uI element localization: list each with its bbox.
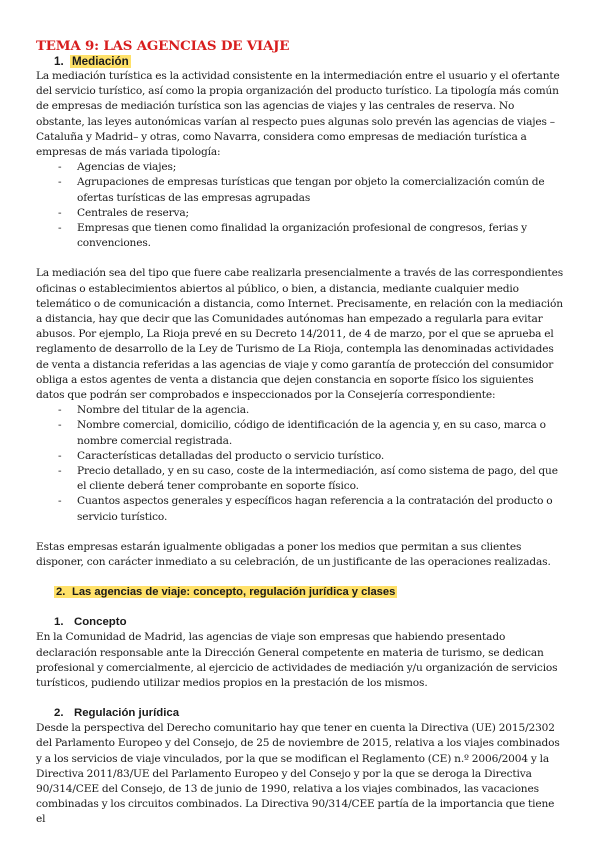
subsection-regulacion-text: Desde la perspectiva del Derecho comunitario hay que tener en cuenta la Directiva (UE) 2015/2302 del Parlamento Europeo y del Consejo, de 25 de noviembre de 2015, relativa a los viajes combinados y a los servicios de viaje vinculados, por la que se modifican el Reglamento (CE) n.º 2006/2004 y la Directiva 2011/83/UE del Parlamento Europeo y del Consejo y por la que se deroga la Directiva 90/314/CEE del Consejo, de 13 de junio de 1990, relativa a los viajes combinados, las vacaciones combinadas y los circuitos combinados. La Directiva 90/314/CEE partía de la importancia que tiene el xyxy=(36,722,560,826)
list-item: - Agrupaciones de empresas turísticas que tengan por objeto la comercialización común de ofertas turísticas de las empresas agrupadas xyxy=(58,175,564,205)
spacer xyxy=(36,570,564,585)
list-item: - Centrales de reserva; xyxy=(58,206,564,221)
section1-paragraph-3: Estas empresas estarán igualmente obligadas a poner los medios que permitan a sus clientes disponer, con carácter inmediato a su celebración, de un justificante de las operaciones realizadas. xyxy=(36,540,551,569)
subsection-concepto-text: En la Comunidad de Madrid, las agencias de viaje son empresas que habiendo presentado declaración responsable ante la Dirección General competente en materia de turismo, se dedican profesional y comercialmente, al ejercicio de actividades de mediación y/u organización de servicios turísticos, pudiendo utilizar medios propios en la prestación de los mismos. xyxy=(36,631,558,689)
spacer xyxy=(36,691,564,706)
subsection-concepto-title: Concepto xyxy=(74,616,127,629)
list-item: - Cuantos aspectos generales y específicos hagan referencia a la contratación del producto o servicio turístico. xyxy=(58,494,564,524)
page-title: TEMA 9: LAS AGENCIAS DE VIAJE xyxy=(36,38,290,54)
section2-heading-highlight xyxy=(54,586,397,598)
section2-title: Las agencias de viaje: concepto, regulación jurídica y clases xyxy=(72,586,396,599)
section2-number: 2. xyxy=(56,586,66,599)
subsection-regulacion-number: 2. xyxy=(54,707,64,720)
spacer xyxy=(36,251,564,266)
section1-paragraph-2: La mediación sea del tipo que fuere cabe realizarla presencialmente a través de las correspondientes oficinas o establecimientos abiertos al público, o bien, a distancia, mediante cualquier medio telemático o de comunicación a distancia, como Internet. Precisamente, en relación con la mediación a distancia, hay que decir que las Comunidades autónomas han empezado a regularla para evitar abusos. Por ejemplo, La Rioja prevé en su Decreto 14/2011, de 4 de marzo, por el que se aprueba el reglamento de desarrollo de la Ley de Turismo de La Rioja, contempla las denominadas actividades de venta a distancia referidas a las agencias de viaje y como garantía de protección del consumidor obliga a estos agentes de venta a distancia que dejen constancia en soporte físico los siguientes datos que podrán ser comprobados e inspeccionados por la Consejería correspondiente: xyxy=(36,267,564,402)
list-item: - Agencias de viajes; xyxy=(58,160,564,175)
subsection-regulacion-title: Regulación jurídica xyxy=(74,707,180,720)
subsection-regulacion-heading xyxy=(54,706,564,721)
spacer xyxy=(36,525,564,540)
list-item: - Nombre del titular de la agencia. xyxy=(58,403,564,418)
section1-paragraph-1: La mediación turística es la actividad consistente en la intermediación entre el usuario y el ofertante del servicio turístico, así como la propia organización del producto turístico. La tipología más común de empresas de mediación turística son las agencias de viajes y las centrales de reserva. No obstante, las leyes autonómicas varían al respecto pues algunas solo prevén las agencias de viajes –Cataluña y Madrid– y otras, como Navarra, considera como empresas de mediación turística a empresas de más variada tipología: xyxy=(36,70,560,159)
section1-list-1 xyxy=(36,160,564,251)
section1-number: 1. xyxy=(54,55,64,68)
list-item: - Nombre comercial, domicilio, código de identificación de la agencia y, en su caso, marca o nombre comercial registrada. xyxy=(58,418,564,448)
spacer xyxy=(36,600,564,615)
section2-heading xyxy=(54,585,564,600)
subsection-concepto-number: 1. xyxy=(54,616,64,629)
subsection-concepto-heading xyxy=(54,615,564,630)
section1-heading xyxy=(54,54,564,69)
list-item: - Precio detallado, y en su caso, coste de la intermediación, así como sistema de pago, del que el cliente deberá tener comprobante en soporte físico. xyxy=(58,464,564,494)
section1-list-2 xyxy=(36,403,564,525)
list-item: - Características detalladas del producto o servicio turístico. xyxy=(58,449,564,464)
section1-title: Mediación xyxy=(72,55,129,68)
list-item: - Empresas que tienen como finalidad la organización profesional de congresos, ferias y convenciones. xyxy=(58,221,564,251)
